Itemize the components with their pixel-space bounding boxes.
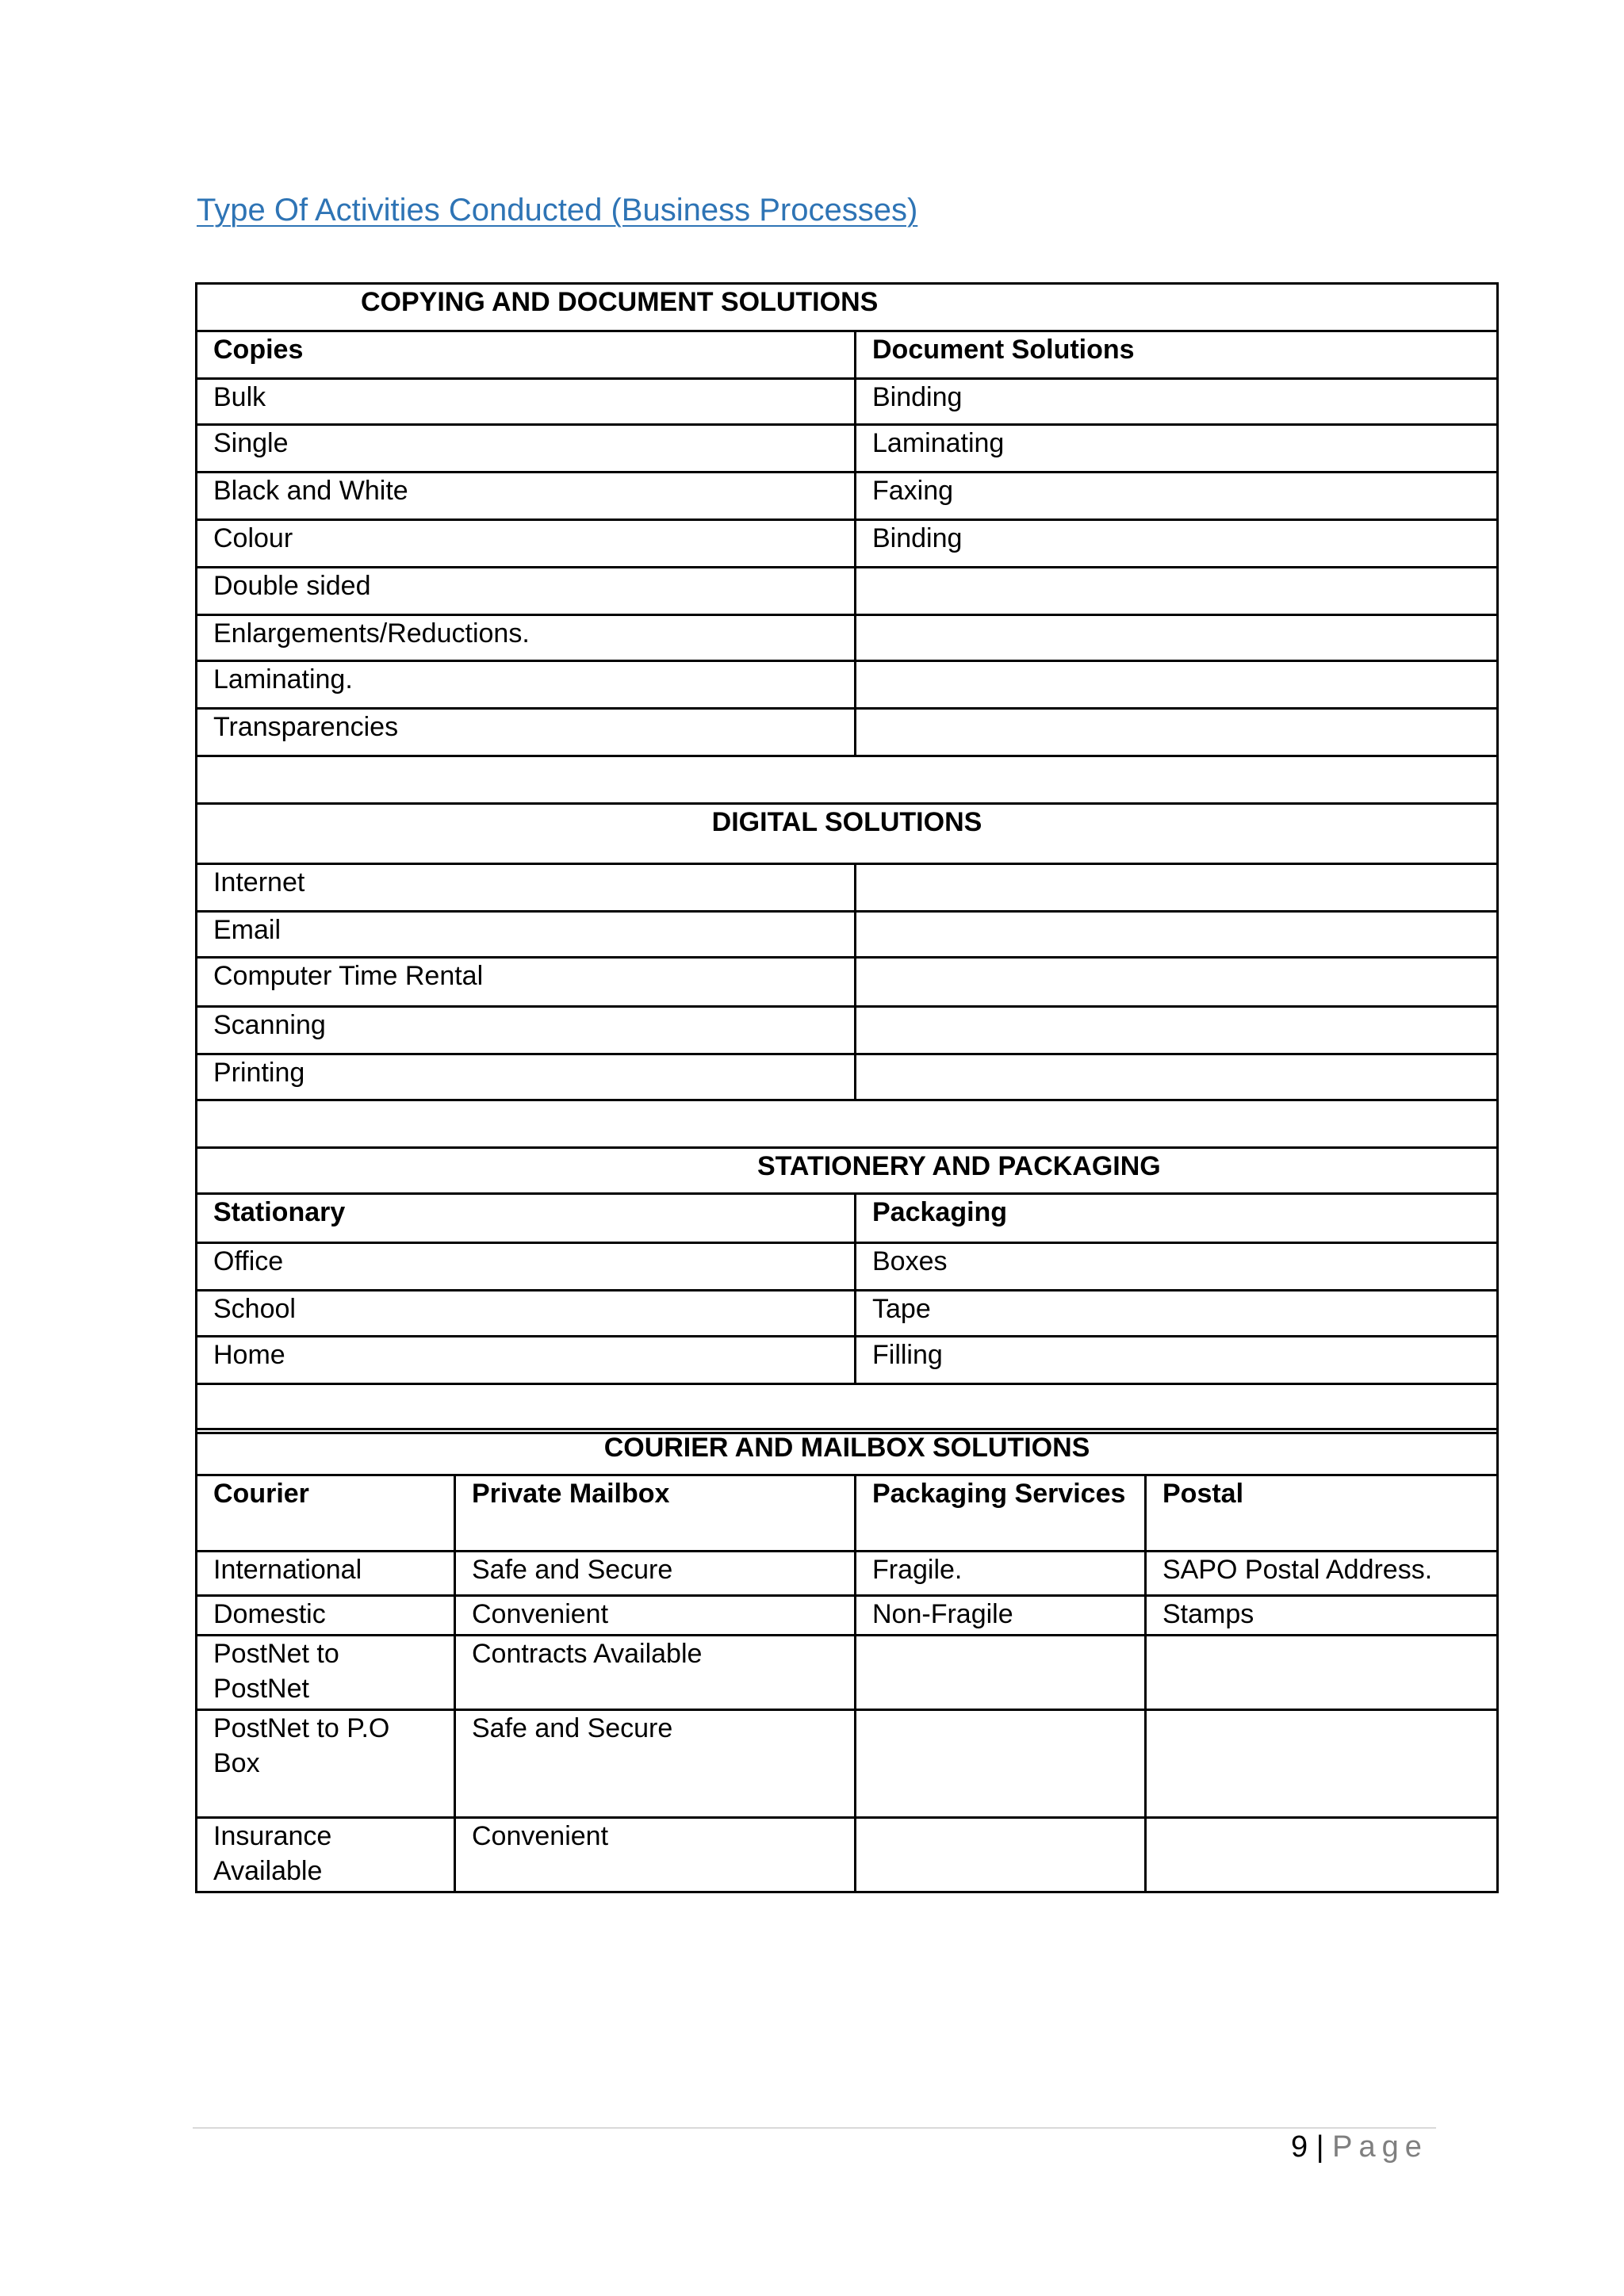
document-solutions-header: Document Solutions — [856, 331, 1498, 379]
digital-cell: Scanning — [197, 1007, 856, 1054]
packaging-cell: Filling — [856, 1337, 1498, 1384]
private-mailbox-header: Private Mailbox — [455, 1475, 856, 1552]
footer-divider — [193, 2127, 1436, 2129]
section-heading: Type Of Activities Conducted (Business Processes) — [197, 193, 918, 228]
copies-cell: Enlargements/Reductions. — [197, 615, 856, 661]
copies-cell: Transparencies — [197, 709, 856, 756]
stationery-title: STATIONERY AND PACKAGING — [757, 1151, 1161, 1181]
table-row — [197, 709, 1498, 756]
stationary-cell: School — [197, 1291, 856, 1337]
courier-cell: PostNet to PostNet — [197, 1636, 455, 1710]
table-row — [197, 1710, 1498, 1818]
packaging-services-cell: Non-Fragile — [856, 1596, 1146, 1636]
postal-cell — [1146, 1818, 1498, 1892]
table-row — [197, 473, 1498, 520]
stationary-header: Stationary — [197, 1194, 856, 1243]
table-row — [197, 425, 1498, 473]
packaging-services-cell — [856, 1818, 1146, 1892]
courier-title: COURIER AND MAILBOX SOLUTIONS — [197, 1429, 1498, 1475]
private-mailbox-cell: Safe and Secure — [455, 1552, 856, 1596]
packaging-cell: Tape — [856, 1291, 1498, 1337]
private-mailbox-cell: Safe and Secure — [455, 1710, 856, 1818]
table-row — [197, 1818, 1498, 1892]
packaging-services-cell: Fragile. — [856, 1552, 1146, 1596]
table-row — [197, 864, 1498, 912]
table-row — [197, 1007, 1498, 1054]
table-row — [197, 615, 1498, 661]
table-row — [197, 1596, 1498, 1636]
private-mailbox-cell: Contracts Available — [455, 1636, 856, 1710]
courier-cell: Insurance Available — [197, 1818, 455, 1892]
stationary-cell: Office — [197, 1243, 856, 1291]
document-solutions-cell: Laminating — [856, 425, 1498, 473]
courier-cell: Domestic — [197, 1596, 455, 1636]
table-row — [197, 661, 1498, 709]
table-row — [197, 1552, 1498, 1596]
copies-cell: Bulk — [197, 379, 856, 425]
table-row — [197, 912, 1498, 958]
private-mailbox-cell: Convenient — [455, 1596, 856, 1636]
copies-cell: Colour — [197, 520, 856, 568]
digital-cell — [856, 1007, 1498, 1054]
document-solutions-cell: Faxing — [856, 473, 1498, 520]
digital-cell — [856, 864, 1498, 912]
page-separator: | — [1316, 2130, 1324, 2164]
spacer-row — [197, 756, 1498, 804]
table-row — [197, 1243, 1498, 1291]
digital-cell — [856, 1054, 1498, 1100]
table-row — [197, 958, 1498, 1007]
courier-cell: PostNet to P.O Box — [197, 1710, 455, 1818]
digital-cell — [856, 958, 1498, 1007]
postal-cell — [1146, 1710, 1498, 1818]
packaging-services-cell — [856, 1710, 1146, 1818]
document-solutions-cell — [856, 615, 1498, 661]
document-solutions-cell — [856, 661, 1498, 709]
digital-cell: Internet — [197, 864, 856, 912]
document-solutions-cell: Binding — [856, 379, 1498, 425]
copies-header: Copies — [197, 331, 856, 379]
table-row — [197, 1337, 1498, 1384]
postal-cell — [1146, 1636, 1498, 1710]
packaging-cell: Boxes — [856, 1243, 1498, 1291]
digital-cell: Printing — [197, 1054, 856, 1100]
page-footer — [1291, 2130, 1428, 2164]
page-number: 9 — [1291, 2130, 1308, 2164]
copies-cell: Double sided — [197, 568, 856, 615]
courier-table — [195, 1428, 1499, 1893]
table-row — [197, 568, 1498, 615]
table-row — [197, 520, 1498, 568]
spacer-row — [197, 1100, 1498, 1148]
copies-cell: Black and White — [197, 473, 856, 520]
document-solutions-cell — [856, 568, 1498, 615]
packaging-header: Packaging — [856, 1194, 1498, 1243]
document-solutions-cell: Binding — [856, 520, 1498, 568]
stationary-cell: Home — [197, 1337, 856, 1384]
copying-title: COPYING AND DOCUMENT SOLUTIONS — [361, 287, 879, 317]
packaging-services-header: Packaging Services — [856, 1475, 1146, 1552]
postal-header: Postal — [1146, 1475, 1498, 1552]
table-row — [197, 1054, 1498, 1100]
copies-cell: Single — [197, 425, 856, 473]
table-row — [197, 1636, 1498, 1710]
courier-header: Courier — [197, 1475, 455, 1552]
copies-cell: Laminating. — [197, 661, 856, 709]
activities-table — [195, 282, 1499, 1434]
page-label: Page — [1332, 2130, 1428, 2164]
digital-cell: Email — [197, 912, 856, 958]
packaging-services-cell — [856, 1636, 1146, 1710]
courier-cell: International — [197, 1552, 455, 1596]
document-solutions-cell — [856, 709, 1498, 756]
spacer-row — [197, 1384, 1498, 1433]
table-row — [197, 1291, 1498, 1337]
copying-title-cell — [197, 284, 1498, 331]
digital-cell — [856, 912, 1498, 958]
digital-title: DIGITAL SOLUTIONS — [197, 804, 1498, 864]
postal-cell: Stamps — [1146, 1596, 1498, 1636]
digital-cell: Computer Time Rental — [197, 958, 856, 1007]
private-mailbox-cell: Convenient — [455, 1818, 856, 1892]
table-row — [197, 379, 1498, 425]
postal-cell: SAPO Postal Address. — [1146, 1552, 1498, 1596]
stationery-title-cell — [197, 1148, 1498, 1194]
